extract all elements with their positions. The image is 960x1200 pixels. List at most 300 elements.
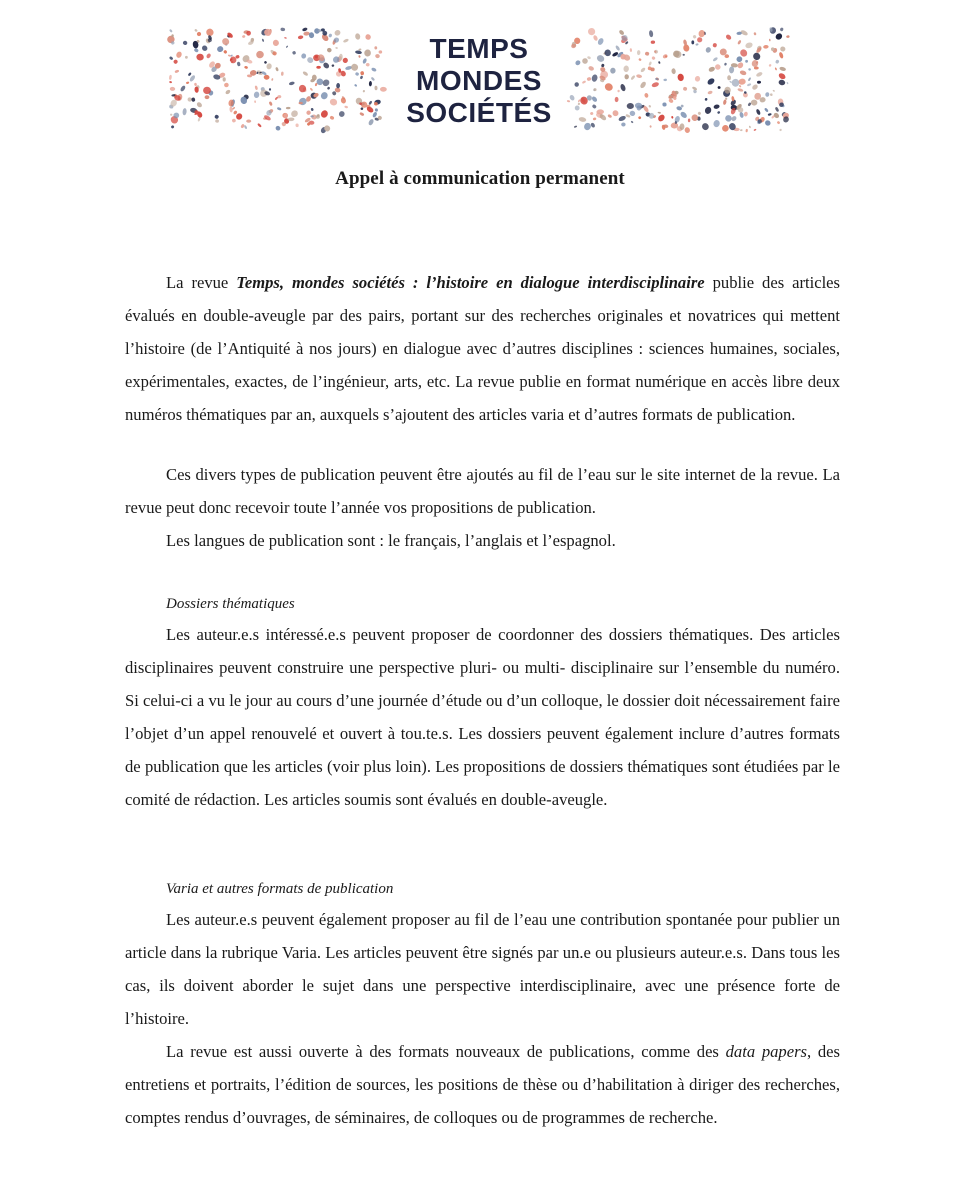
confetti-dot	[601, 63, 605, 67]
confetti-dot	[253, 91, 259, 98]
languages-paragraph: Les langues de publication sont : le français, l’anglais et l’espagnol.	[166, 531, 616, 550]
confetti-dot	[731, 78, 740, 87]
confetti-dot	[271, 78, 274, 81]
confetti-dot	[748, 68, 751, 71]
confetti-dot	[724, 63, 727, 66]
confetti-dot	[684, 127, 690, 134]
confetti-dot	[740, 129, 743, 131]
confetti-dot	[574, 125, 578, 128]
confetti-pattern-left	[166, 27, 386, 134]
confetti-dot	[355, 50, 362, 54]
confetti-dot	[257, 123, 262, 128]
confetti-dot	[329, 115, 334, 120]
confetti-dot	[630, 75, 635, 81]
journal-banner	[166, 26, 792, 134]
confetti-dot	[778, 79, 786, 86]
confetti-dot	[320, 91, 329, 101]
confetti-dot	[662, 102, 667, 107]
confetti-dot	[196, 31, 202, 37]
confetti-dot	[651, 40, 655, 43]
confetti-dot	[706, 77, 715, 86]
confetti-dot	[583, 122, 592, 131]
continuous-publication-paragraph: Ces divers types de publication peuvent être ajoutés au fil de l’eau sur le site internet de la revue. La revue peut donc recevoir toute l’année vos propositions de publication.	[125, 465, 840, 517]
confetti-dot	[316, 66, 321, 69]
confetti-dot	[246, 120, 251, 123]
confetti-dot	[180, 85, 187, 92]
confetti-dot	[299, 102, 303, 104]
confetti-dot	[690, 113, 699, 122]
confetti-dot	[201, 44, 209, 52]
confetti-dot	[705, 46, 712, 53]
confetti-dot	[289, 81, 295, 86]
confetti-dot	[593, 35, 599, 42]
confetti-dot	[688, 118, 690, 122]
confetti-dot	[169, 56, 174, 61]
confetti-dot	[596, 54, 606, 63]
confetti-dot	[280, 27, 285, 31]
confetti-dot	[364, 49, 372, 57]
confetti-dot	[775, 67, 778, 70]
confetti-dot	[256, 51, 264, 59]
confetti-dot	[764, 107, 769, 112]
confetti-dot	[375, 54, 380, 59]
confetti-dot	[749, 126, 751, 129]
confetti-dot	[610, 68, 616, 74]
confetti-dot	[264, 61, 268, 65]
confetti-dot	[358, 48, 361, 51]
confetti-dot	[714, 63, 722, 70]
dossiers-paragraph: Les auteur.e.s intéressé.e.s peuvent proposer de coordonner des dossiers thématiques. Des articles disciplinaires peuvent construire une perspective pluri- ou multi- disciplinaire sur l’ensemble du numéro. Si celui-ci a vu le jour au cours d’une journée d’étude ou d’un colloque, le dossier doit nécessairement faire l’objet d’un appel renouvelé et ouvert à tou.te.s. Les dossiers peuvent également inclure d’autres formats de publication que les articles (voir plus loin). Les propositions de dossiers thématiques sont étudiées par le comité de rédaction. Les articles soumis sont évalués en double-aveugle.	[125, 625, 840, 809]
confetti-dot	[745, 129, 748, 133]
confetti-dot	[629, 110, 636, 117]
confetti-dot	[567, 100, 571, 103]
confetti-dot	[648, 61, 652, 66]
confetti-dot	[228, 54, 231, 57]
confetti-dot	[717, 86, 720, 89]
confetti-dot	[378, 50, 382, 54]
confetti-dot	[295, 123, 298, 127]
confetti-dot	[592, 104, 597, 109]
confetti-dot	[649, 30, 654, 38]
confetti-dot	[266, 63, 272, 70]
confetti-dot	[697, 37, 702, 42]
confetti-dot	[692, 34, 696, 39]
confetti-dot	[737, 40, 742, 45]
intro-lead: La revue	[166, 273, 237, 292]
confetti-dot	[764, 119, 772, 126]
confetti-dot	[591, 74, 598, 83]
confetti-dot	[302, 71, 309, 77]
confetti-dot	[631, 121, 634, 124]
confetti-dot	[704, 106, 712, 115]
confetti-dot	[751, 59, 759, 68]
confetti-dot	[697, 111, 701, 115]
confetti-dot	[593, 117, 597, 121]
confetti-dot	[679, 111, 688, 120]
confetti-dot	[306, 110, 311, 115]
confetti-dot	[745, 41, 754, 49]
confetti-dot	[739, 85, 742, 88]
logo-line-mondes: MONDES	[416, 65, 542, 96]
confetti-dot	[321, 78, 330, 87]
confetti-dot	[778, 72, 787, 80]
confetti-dot	[223, 50, 228, 55]
confetti-dot	[737, 88, 743, 93]
confetti-dot	[371, 67, 377, 72]
confetti-dot	[772, 89, 775, 92]
confetti-dot	[695, 43, 698, 46]
confetti-dot	[284, 37, 287, 39]
confetti-dot	[763, 45, 769, 49]
confetti-dot	[254, 85, 258, 90]
confetti-dot	[205, 95, 210, 99]
confetti-dot	[755, 108, 761, 115]
confetti-dot	[342, 57, 349, 64]
confetti-dot	[769, 39, 771, 42]
confetti-dot	[723, 99, 727, 105]
confetti-dot	[225, 89, 231, 95]
confetti-dot	[778, 52, 784, 59]
confetti-dot	[188, 72, 192, 76]
confetti-dot	[354, 84, 358, 87]
confetti-dot	[751, 100, 758, 106]
confetti-dot	[651, 81, 659, 88]
confetti-dot	[637, 50, 641, 55]
confetti-dot	[328, 33, 332, 38]
confetti-dot	[587, 56, 591, 60]
confetti-dot	[739, 112, 744, 119]
confetti-dot	[779, 66, 786, 71]
confetti-dot	[717, 111, 721, 115]
confetti-dot	[182, 40, 187, 45]
confetti-dot	[630, 48, 633, 52]
confetti-dot	[683, 86, 688, 91]
confetti-dot	[334, 29, 342, 37]
confetti-dot	[587, 27, 597, 37]
confetti-dot	[751, 83, 759, 90]
confetti-dot	[615, 97, 619, 102]
confetti-dot	[335, 47, 338, 49]
confetti-dot	[727, 75, 731, 80]
confetti-dot	[277, 107, 282, 111]
confetti-dot	[298, 35, 304, 40]
confetti-dot	[620, 83, 627, 92]
confetti-dot	[194, 29, 198, 33]
confetti-dot	[753, 129, 756, 132]
confetti-dot	[343, 38, 350, 43]
confetti-dot	[774, 32, 783, 41]
confetti-dot	[725, 34, 732, 41]
confetti-dot	[786, 35, 790, 38]
confetti-dot	[677, 73, 685, 82]
confetti-dot	[590, 112, 594, 116]
confetti-dot	[769, 64, 772, 67]
confetti-dot	[362, 90, 365, 93]
confetti-dot	[636, 74, 642, 78]
confetti-dot	[691, 40, 694, 44]
confetti-dot	[275, 125, 282, 132]
confetti-dot	[182, 108, 187, 116]
confetti-dot	[362, 58, 367, 64]
confetti-dot	[724, 114, 733, 122]
confetti-dot	[375, 108, 378, 112]
confetti-dot	[196, 101, 203, 108]
confetti-dot	[582, 80, 587, 84]
confetti-dot	[264, 75, 270, 80]
confetti-dot	[657, 112, 661, 114]
confetti-dot	[206, 53, 212, 59]
confetti-dot	[752, 51, 762, 61]
confetti-dot	[173, 59, 179, 65]
confetti-dot	[262, 38, 265, 42]
confetti-dot	[577, 102, 580, 105]
confetti-dot	[191, 97, 196, 102]
confetti-dot	[663, 79, 667, 82]
confetti-dot	[290, 109, 299, 118]
confetti-dot	[698, 30, 705, 38]
confetti-dot	[588, 65, 595, 71]
confetti-dot	[713, 104, 720, 109]
intro-paragraph	[125, 266, 840, 431]
varia-heading: Varia et autres formats de publication	[166, 881, 394, 897]
confetti-dot	[639, 81, 647, 89]
confetti-dot	[194, 48, 200, 53]
logo-line-temps: TEMPS	[429, 33, 529, 64]
confetti-dot	[755, 71, 763, 77]
confetti-dot	[611, 109, 619, 117]
confetti-dot	[607, 114, 612, 118]
confetti-dot	[316, 115, 320, 118]
confetti-dot	[229, 106, 233, 112]
data-papers-term: data papers	[725, 1042, 807, 1061]
confetti-dot	[739, 70, 747, 76]
confetti-dot	[671, 116, 674, 119]
confetti-dot	[739, 48, 749, 58]
confetti-dot	[712, 57, 718, 62]
confetti-dot	[368, 100, 372, 105]
confetti-dot	[292, 51, 296, 55]
confetti-dot	[597, 37, 605, 46]
confetti-dot	[574, 59, 581, 66]
confetti-dot	[574, 82, 580, 88]
confetti-dot	[694, 76, 700, 83]
new-formats-paragraph	[125, 1035, 840, 1134]
confetti-dot	[374, 86, 377, 91]
confetti-dot	[747, 83, 752, 87]
confetti-dot	[618, 115, 627, 122]
confetti-dot	[311, 108, 314, 112]
confetti-dot	[306, 56, 314, 64]
confetti-dot	[738, 78, 746, 85]
confetti-dot	[365, 63, 369, 67]
confetti-dot	[369, 81, 372, 87]
confetti-dot	[757, 81, 761, 84]
confetti-dot	[368, 118, 375, 126]
confetti-dot	[272, 39, 279, 47]
confetti-dot	[586, 77, 591, 82]
confetti-dot	[374, 46, 377, 49]
confetti-dot	[736, 55, 744, 62]
confetti-dot	[169, 81, 172, 84]
confetti-dot	[638, 116, 642, 120]
confetti-dot	[627, 103, 634, 109]
confetti-dot	[648, 105, 651, 108]
confetti-pattern-right	[567, 27, 790, 134]
confetti-dot	[372, 111, 378, 118]
confetti-dot	[214, 114, 219, 119]
confetti-dot	[371, 77, 376, 82]
confetti-dot	[768, 113, 772, 116]
confetti-dot	[770, 93, 773, 96]
confetti-dot	[360, 71, 364, 76]
confetti-dot	[707, 90, 713, 95]
confetti-dot	[185, 56, 188, 59]
confetti-dot	[237, 61, 241, 66]
confetti-dot	[748, 77, 752, 81]
confetti-dot	[743, 111, 748, 117]
formats-rest: , des entretiens et portraits, l’édition de sources, les positions de thèse ou d’habilitation à diriger des recherches, comptes rendus d’ouvrages, de séminaires, de colloques ou de programmes de recherche.	[125, 1042, 840, 1127]
confetti-dot	[775, 59, 780, 64]
confetti-dot	[223, 77, 226, 81]
confetti-dot	[331, 64, 334, 67]
confetti-dot	[358, 55, 361, 58]
confetti-dot	[380, 87, 387, 92]
confetti-dot	[350, 62, 360, 72]
confetti-dot	[320, 109, 330, 119]
confetti-dot	[780, 27, 784, 31]
confetti-dot	[224, 83, 229, 88]
confetti-dot	[174, 69, 179, 73]
confetti-dot	[649, 125, 652, 128]
confetti-dot	[327, 86, 331, 90]
confetti-dot	[171, 125, 175, 129]
confetti-dot	[578, 99, 581, 102]
confetti-dot	[590, 122, 596, 128]
varia-paragraph: Les auteur.e.s peuvent également proposer au fil de l’eau une contribution spontanée pour publier un article dans la rubrique Varia. Les articles peuvent être signés par un.e ou plusieurs auteur.e.s. Dans tous les cas, ils doivent aborder le sujet dans une perspective interdisciplinaire, avec une présence forte de l’histoire.	[125, 910, 840, 1028]
confetti-dot	[281, 71, 284, 75]
confetti-dot	[786, 82, 788, 85]
confetti-dot	[624, 74, 628, 79]
confetti-dot	[269, 101, 273, 106]
confetti-dot	[301, 53, 307, 59]
confetti-dot	[310, 88, 314, 92]
confetti-dot	[753, 32, 756, 36]
dossiers-heading: Dossiers thématiques	[166, 596, 295, 612]
confetti-dot	[365, 34, 372, 41]
confetti-dot	[618, 29, 625, 36]
confetti-dot	[638, 58, 642, 62]
confetti-dot	[359, 112, 364, 117]
confetti-dot	[640, 67, 646, 73]
confetti-dot	[169, 75, 172, 80]
confetti-dot	[671, 68, 676, 74]
confetti-dot	[604, 49, 612, 57]
confetti-dot	[644, 93, 649, 99]
confetti-dot	[721, 124, 730, 133]
confetti-dot	[298, 96, 308, 106]
intro-rest: publie des articles évalués en double-aveugle par des pairs, portant sur des recherches originales et novatrices qui mettent l’histoire (de l’Antiquité à nos jours) en dialogue avec d’autres disciplines : sciences humaines, sociales, expérimentales, exactes, de l’ingénieur, arts, etc. La revue publie en format numérique en accès libre deux numéros thématiques par an, auxquels s’ajoutent des articles varia et d’autres formats de publication.	[125, 273, 840, 424]
logo-line-societes: SOCIÉTÉS	[406, 97, 552, 128]
confetti-dot	[682, 54, 685, 56]
confetti-dot	[712, 43, 717, 48]
confetti-dot	[240, 124, 245, 129]
confetti-dot	[649, 113, 655, 119]
confetti-dot	[233, 110, 238, 115]
confetti-dot	[591, 96, 598, 103]
confetti-dot	[604, 82, 614, 92]
journal-title: Temps, mondes sociétés : l’histoire en dialogue interdisciplinaire	[236, 273, 705, 292]
confetti-dot	[657, 113, 666, 122]
confetti-dot	[623, 65, 629, 72]
confetti-dot	[582, 58, 589, 65]
confetti-dot	[186, 81, 190, 84]
confetti-dot	[221, 37, 231, 47]
confetti-dot	[651, 56, 656, 61]
confetti-dot	[658, 61, 661, 64]
confetti-dot	[215, 119, 219, 123]
confetti-dot	[745, 60, 748, 63]
confetti-dot	[621, 123, 625, 127]
confetti-dot	[175, 51, 182, 59]
confetti-dot	[777, 121, 781, 125]
confetti-dot	[338, 110, 346, 118]
confetti-dot	[170, 114, 173, 116]
confetti-dot	[244, 125, 248, 130]
confetti-dot	[617, 89, 620, 92]
confetti-dot	[169, 29, 173, 33]
confetti-dot	[286, 107, 291, 110]
confetti-dot	[196, 53, 204, 61]
confetti-dot	[344, 105, 348, 108]
confetti-dot	[254, 100, 256, 103]
confetti-dot	[170, 87, 176, 91]
formats-lead: La revue est aussi ouverte à des formats nouveaux de publications, comme des	[166, 1042, 726, 1061]
confetti-dot	[575, 106, 580, 111]
confetti-dot	[197, 117, 200, 122]
confetti-dot	[708, 66, 716, 73]
confetti-dot	[269, 88, 271, 91]
confetti-dot	[244, 66, 248, 70]
confetti-dot	[329, 98, 338, 107]
confetti-dot	[765, 92, 770, 97]
confetti-dot	[705, 98, 708, 101]
confetti-dot	[275, 67, 279, 72]
confetti-dot	[779, 46, 786, 53]
confetti-dot	[286, 45, 289, 48]
confetti-dot	[615, 45, 621, 51]
confetti-dot	[360, 75, 364, 79]
page-title: Appel à communication permanent	[335, 168, 625, 189]
confetti-dot	[645, 51, 650, 56]
confetti-dot	[263, 28, 273, 38]
confetti-dot	[326, 47, 332, 52]
confetti-dot	[779, 128, 782, 131]
confetti-dot	[713, 119, 721, 127]
confetti-dot	[569, 94, 576, 101]
confetti-dot	[216, 45, 224, 52]
journal-logo	[406, 33, 552, 128]
confetti-dot	[231, 118, 236, 123]
confetti-dot	[701, 122, 710, 131]
confetti-dot	[194, 83, 197, 87]
confetti-dot	[355, 33, 361, 40]
confetti-dot	[340, 97, 347, 104]
confetti-dot	[355, 72, 360, 76]
confetti-dot	[775, 107, 780, 113]
confetti-dot	[725, 54, 730, 58]
confetti-dot	[242, 35, 246, 39]
confetti-dot	[578, 116, 586, 122]
